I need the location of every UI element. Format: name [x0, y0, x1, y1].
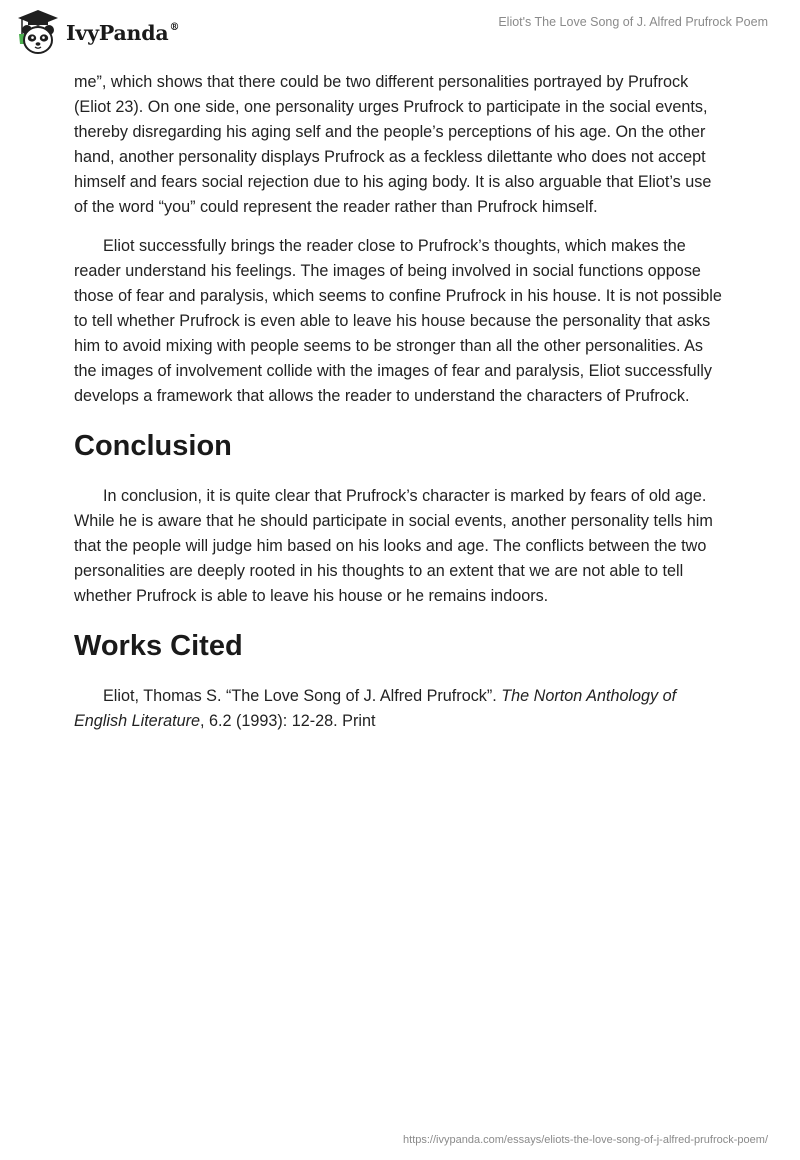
conclusion-heading: Conclusion: [74, 430, 232, 462]
source-url[interactable]: https://ivypanda.com/essays/eliots-the-love-song-of-j-alfred-prufrock-poem/: [403, 1134, 768, 1146]
citation-author-title: Eliot, Thomas S. “The Love Song of J. Alfred Prufrock”.: [103, 687, 502, 705]
registered-mark: ®: [169, 22, 180, 34]
citation-source: The Norton Anthology of English Literature: [74, 687, 677, 730]
essay-body: [74, 70, 726, 734]
brand-name: IvyPanda®: [66, 21, 180, 45]
paragraph-continued: me”, which shows that there could be two different personalities portrayed by Prufrock (Eliot 23). On one side, one personality urges Prufrock to participate in the social events, thereby disregarding his aging self and the people’s perceptions of his age. On the other hand, another personality displays Prufrock as a feckless dilettante who does not accept himself and fears social rejection due to his aging body. It is also arguable that Eliot’s use of the word “you” could represent the reader rather than Prufrock himself.: [74, 73, 712, 216]
brand-logo[interactable]: [16, 8, 179, 56]
document-title: Eliot's The Love Song of J. Alfred Prufrock Poem: [498, 15, 768, 29]
page-header: [0, 0, 800, 62]
panda-graduate-icon: [16, 8, 60, 56]
paragraph-eliot-successfully: Eliot successfully brings the reader close to Prufrock’s thoughts, which makes the reader understand his feelings. The images of being involved in social functions oppose those of fear and paralysis, which seems to confine Prufrock in his house. It is not possible to tell whether Prufrock is even able to leave his house because the personality that asks him to avoid mixing with people seems to be stronger than all the other personalities. As the images of involvement collide with the images of fear and paralysis, Eliot successfully develops a framework that allows the reader to understand the characters of Prufrock.: [74, 237, 722, 405]
works-cited-heading: Works Cited: [74, 630, 243, 662]
citation-details: , 6.2 (1993): 12-28. Print: [199, 712, 376, 730]
conclusion-paragraph: In conclusion, it is quite clear that Prufrock’s character is marked by fears of old age. While he is aware that he should participate in social events, another personality tells him that the people will judge him based on his looks and age. The conflicts between the two personalities are deeply rooted in his thoughts to an extent that we are not able to tell whether Prufrock is able to leave his house or he remains indoors.: [74, 487, 713, 605]
citation-entry: [74, 684, 726, 734]
